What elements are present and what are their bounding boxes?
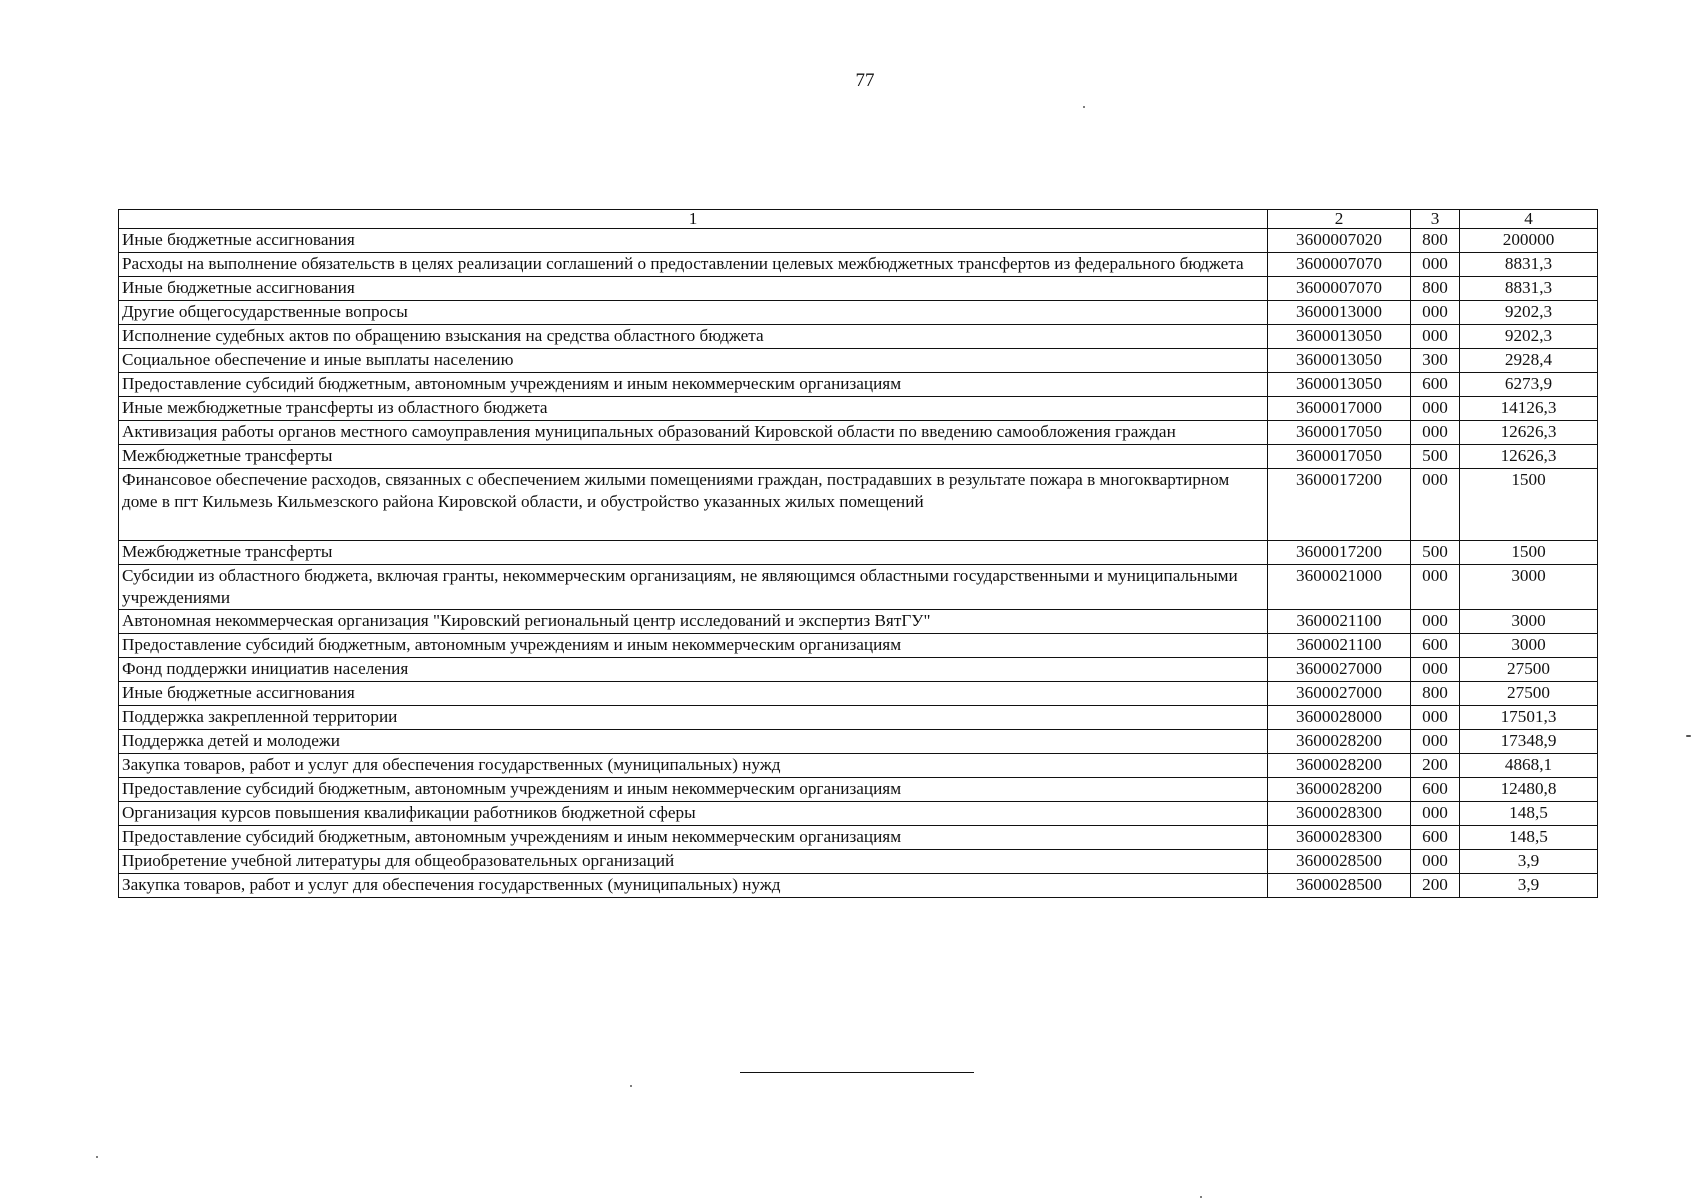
budget-table xyxy=(118,209,1598,898)
table-row xyxy=(119,229,1598,253)
cell-code: 3600028200 xyxy=(1268,730,1411,754)
table-row xyxy=(119,421,1598,445)
table-row xyxy=(119,610,1598,634)
table-row xyxy=(119,277,1598,301)
cell-code: 3600021100 xyxy=(1268,634,1411,658)
table-row xyxy=(119,469,1598,541)
cell-amount: 3000 xyxy=(1460,610,1598,634)
cell-code: 3600017050 xyxy=(1268,421,1411,445)
cell-amount: 3000 xyxy=(1460,634,1598,658)
cell-name: Предоставление субсидий бюджетным, автономным учреждениям и иным некоммерческим организациям xyxy=(119,778,1268,802)
table-body xyxy=(119,229,1598,898)
cell-name: Другие общегосударственные вопросы xyxy=(119,301,1268,325)
cell-code: 3600017050 xyxy=(1268,445,1411,469)
table-row xyxy=(119,658,1598,682)
cell-name: Исполнение судебных актов по обращению взыскания на средства областного бюджета xyxy=(119,325,1268,349)
cell-kind: 000 xyxy=(1411,325,1460,349)
cell-amount: 12626,3 xyxy=(1460,445,1598,469)
scan-speck xyxy=(630,1085,632,1087)
cell-amount: 12480,8 xyxy=(1460,778,1598,802)
cell-amount: 4868,1 xyxy=(1460,754,1598,778)
scan-speck xyxy=(96,1156,98,1158)
cell-kind: 000 xyxy=(1411,658,1460,682)
cell-name: Межбюджетные трансферты xyxy=(119,541,1268,565)
cell-amount: 6273,9 xyxy=(1460,373,1598,397)
cell-code: 3600028000 xyxy=(1268,706,1411,730)
cell-name: Фонд поддержки инициатив населения xyxy=(119,658,1268,682)
cell-name: Предоставление субсидий бюджетным, автономным учреждениям и иным некоммерческим организациям xyxy=(119,826,1268,850)
cell-code: 3600027000 xyxy=(1268,658,1411,682)
cell-name: Активизация работы органов местного самоуправления муниципальных образований Кировской области по введению самообложения граждан xyxy=(119,421,1268,445)
cell-code: 3600028300 xyxy=(1268,802,1411,826)
cell-kind: 000 xyxy=(1411,850,1460,874)
table-row xyxy=(119,850,1598,874)
cell-code: 3600028200 xyxy=(1268,778,1411,802)
cell-amount: 200000 xyxy=(1460,229,1598,253)
cell-amount: 3,9 xyxy=(1460,850,1598,874)
cell-kind: 600 xyxy=(1411,634,1460,658)
cell-amount: 9202,3 xyxy=(1460,301,1598,325)
table-row xyxy=(119,706,1598,730)
cell-name: Иные бюджетные ассигнования xyxy=(119,682,1268,706)
cell-kind: 000 xyxy=(1411,421,1460,445)
scan-speck xyxy=(1083,106,1085,108)
cell-kind: 200 xyxy=(1411,754,1460,778)
cell-name: Закупка товаров, работ и услуг для обеспечения государственных (муниципальных) нужд xyxy=(119,874,1268,898)
cell-kind: 000 xyxy=(1411,706,1460,730)
cell-code: 3600017200 xyxy=(1268,469,1411,541)
cell-name: Расходы на выполнение обязательств в целях реализации соглашений о предоставлении целевых межбюджетных трансфертов из федерального бюджета xyxy=(119,253,1268,277)
cell-amount: 3000 xyxy=(1460,565,1598,610)
cell-name: Межбюджетные трансферты xyxy=(119,445,1268,469)
cell-name: Иные бюджетные ассигнования xyxy=(119,229,1268,253)
cell-kind: 200 xyxy=(1411,874,1460,898)
cell-code: 3600013050 xyxy=(1268,373,1411,397)
cell-kind: 000 xyxy=(1411,610,1460,634)
cell-amount: 12626,3 xyxy=(1460,421,1598,445)
cell-amount: 148,5 xyxy=(1460,802,1598,826)
cell-kind: 000 xyxy=(1411,301,1460,325)
cell-name: Автономная некоммерческая организация "Кировский региональный центр исследований и экспертиз ВятГУ" xyxy=(119,610,1268,634)
cell-code: 3600013000 xyxy=(1268,301,1411,325)
cell-name: Финансовое обеспечение расходов, связанных с обеспечением жилыми помещениями граждан, пострадавших в результате пожара в многоквартирном доме в пгт Кильмезь Кильмезского района Кировской области, и обустройство указанных жилых помещений xyxy=(119,469,1268,541)
cell-kind: 500 xyxy=(1411,445,1460,469)
table-row xyxy=(119,445,1598,469)
table-row xyxy=(119,754,1598,778)
table-row xyxy=(119,802,1598,826)
cell-amount: 27500 xyxy=(1460,682,1598,706)
scan-speck xyxy=(1200,1196,1202,1198)
cell-name: Предоставление субсидий бюджетным, автономным учреждениям и иным некоммерческим организациям xyxy=(119,634,1268,658)
cell-amount: 8831,3 xyxy=(1460,253,1598,277)
footer-rule xyxy=(740,1072,974,1073)
table-row xyxy=(119,397,1598,421)
cell-kind: 000 xyxy=(1411,565,1460,610)
cell-kind: 000 xyxy=(1411,469,1460,541)
cell-name: Предоставление субсидий бюджетным, автономным учреждениям и иным некоммерческим организациям xyxy=(119,373,1268,397)
cell-name: Поддержка закрепленной территории xyxy=(119,706,1268,730)
cell-kind: 300 xyxy=(1411,349,1460,373)
table-row xyxy=(119,541,1598,565)
cell-kind: 000 xyxy=(1411,253,1460,277)
cell-amount: 14126,3 xyxy=(1460,397,1598,421)
table-row xyxy=(119,253,1598,277)
cell-amount: 17501,3 xyxy=(1460,706,1598,730)
table-row xyxy=(119,874,1598,898)
cell-code: 3600007020 xyxy=(1268,229,1411,253)
table-row xyxy=(119,778,1598,802)
cell-name: Иные межбюджетные трансферты из областного бюджета xyxy=(119,397,1268,421)
cell-name: Организация курсов повышения квалификации работников бюджетной сферы xyxy=(119,802,1268,826)
cell-kind: 000 xyxy=(1411,802,1460,826)
table-row xyxy=(119,826,1598,850)
cell-code: 3600007070 xyxy=(1268,253,1411,277)
cell-amount: 1500 xyxy=(1460,469,1598,541)
cell-kind: 500 xyxy=(1411,541,1460,565)
header-cell-name: 1 xyxy=(119,210,1268,229)
table-row xyxy=(119,634,1598,658)
cell-code: 3600028200 xyxy=(1268,754,1411,778)
cell-amount: 148,5 xyxy=(1460,826,1598,850)
cell-code: 3600017000 xyxy=(1268,397,1411,421)
cell-code: 3600028500 xyxy=(1268,874,1411,898)
header-row xyxy=(119,210,1598,229)
cell-name: Иные бюджетные ассигнования xyxy=(119,277,1268,301)
cell-name: Приобретение учебной литературы для общеобразовательных организаций xyxy=(119,850,1268,874)
cell-kind: 800 xyxy=(1411,682,1460,706)
cell-kind: 800 xyxy=(1411,277,1460,301)
cell-amount: 3,9 xyxy=(1460,874,1598,898)
table-row xyxy=(119,301,1598,325)
cell-kind: 000 xyxy=(1411,397,1460,421)
cell-amount: 8831,3 xyxy=(1460,277,1598,301)
header-cell-amount: 4 xyxy=(1460,210,1598,229)
cell-amount: 9202,3 xyxy=(1460,325,1598,349)
cell-name: Закупка товаров, работ и услуг для обеспечения государственных (муниципальных) нужд xyxy=(119,754,1268,778)
cell-kind: 000 xyxy=(1411,730,1460,754)
table-row xyxy=(119,565,1598,610)
cell-name: Поддержка детей и молодежи xyxy=(119,730,1268,754)
table-header xyxy=(119,210,1598,229)
cell-name: Социальное обеспечение и иные выплаты населению xyxy=(119,349,1268,373)
scan-speck xyxy=(1686,735,1691,737)
cell-code: 3600007070 xyxy=(1268,277,1411,301)
table-row xyxy=(119,325,1598,349)
cell-code: 3600028500 xyxy=(1268,850,1411,874)
cell-code: 3600021100 xyxy=(1268,610,1411,634)
cell-code: 3600021000 xyxy=(1268,565,1411,610)
cell-amount: 17348,9 xyxy=(1460,730,1598,754)
cell-kind: 600 xyxy=(1411,373,1460,397)
cell-code: 3600013050 xyxy=(1268,325,1411,349)
cell-amount: 27500 xyxy=(1460,658,1598,682)
cell-kind: 600 xyxy=(1411,826,1460,850)
table-row xyxy=(119,349,1598,373)
cell-code: 3600013050 xyxy=(1268,349,1411,373)
table-row xyxy=(119,730,1598,754)
cell-name: Субсидии из областного бюджета, включая гранты, некоммерческим организациям, не являющимся областными государственными и муниципальными учреждениями xyxy=(119,565,1268,610)
cell-kind: 600 xyxy=(1411,778,1460,802)
cell-kind: 800 xyxy=(1411,229,1460,253)
table-row xyxy=(119,682,1598,706)
cell-code: 3600027000 xyxy=(1268,682,1411,706)
cell-code: 3600028300 xyxy=(1268,826,1411,850)
header-cell-kind: 3 xyxy=(1411,210,1460,229)
cell-code: 3600017200 xyxy=(1268,541,1411,565)
table-row xyxy=(119,373,1598,397)
header-cell-code: 2 xyxy=(1268,210,1411,229)
cell-amount: 1500 xyxy=(1460,541,1598,565)
cell-amount: 2928,4 xyxy=(1460,349,1598,373)
page-number: 77 xyxy=(855,70,875,91)
